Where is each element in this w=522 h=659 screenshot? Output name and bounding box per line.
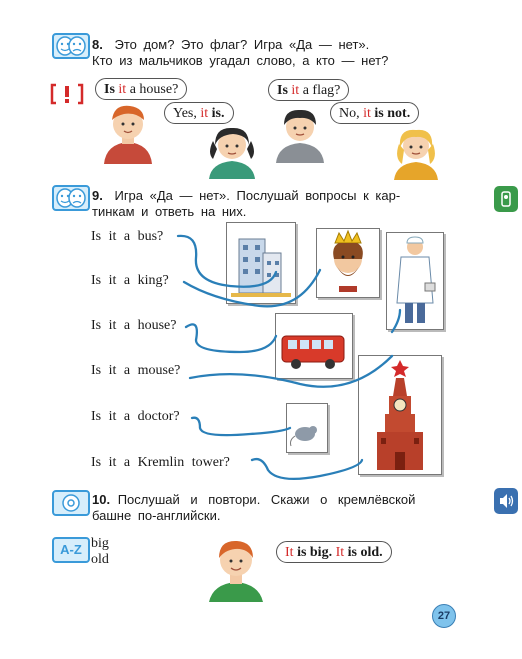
bubble-text: No, xyxy=(339,106,360,121)
exercise-8-text xyxy=(92,37,388,69)
bubble-text: Is xyxy=(104,82,115,97)
line-doctor xyxy=(192,418,290,435)
exercise-9-line2: тинкам и ответь на них. xyxy=(92,204,247,219)
bubble-text: a flag? xyxy=(302,83,341,98)
picture-card-king xyxy=(316,228,380,298)
exercise-10-number: 10. xyxy=(92,492,111,507)
bubble-highlight: It xyxy=(285,545,294,560)
picture-card-doctor xyxy=(386,232,444,330)
boy-dark-hair-illustration xyxy=(272,103,328,163)
bubble-text: is not. xyxy=(374,106,411,121)
exercise-10-line1: Послушай и повтори. Скажи о кремлёвской xyxy=(117,492,416,507)
bubble-highlight: it xyxy=(200,106,209,121)
speech-bubble-no-it-is-not xyxy=(330,102,419,124)
speech-bubble-is-it-a-flag xyxy=(268,79,349,101)
question-king: Is it a king? xyxy=(91,273,169,288)
vocab-word: old xyxy=(91,552,109,567)
bubble-highlight: it xyxy=(291,83,300,98)
masks-icon xyxy=(52,33,90,59)
picture-card-mouse xyxy=(286,403,328,453)
question-bus: Is it a bus? xyxy=(91,229,164,244)
exercise-10-line2: башне по-английски. xyxy=(92,508,221,523)
picture-card-kremlin-tower xyxy=(358,355,442,475)
speech-bubble-yes-it-is xyxy=(164,102,234,124)
line-kremlin xyxy=(252,459,362,479)
vocab-word: big xyxy=(91,536,109,551)
bubble-text: a house? xyxy=(129,82,179,97)
question-kremlin-tower: Is it a Kremlin tower? xyxy=(91,455,230,470)
bubble-text: Is xyxy=(277,83,288,98)
exercise-10-text xyxy=(92,492,415,524)
bubble-text: is. xyxy=(211,106,225,121)
line-house xyxy=(186,324,276,352)
bubble-highlight: it xyxy=(363,106,371,121)
picture-card-house xyxy=(226,222,296,304)
speaker-icon[interactable] xyxy=(494,488,518,514)
masks-icon xyxy=(52,185,90,211)
boy-redhead-illustration xyxy=(100,100,156,164)
girl-blonde-illustration xyxy=(388,124,444,180)
exercise-9-number: 9. xyxy=(92,188,103,203)
exercise-8-line1: Это дом? Это флаг? Игра «Да — нет». xyxy=(114,37,370,52)
picture-card-bus xyxy=(275,313,353,379)
exercise-9-line1: Игра «Да — нет». Послушай вопросы к кар- xyxy=(114,188,401,203)
dictionary-badge: A-Z xyxy=(52,537,90,563)
speech-bubble-it-is-big-it-is-old xyxy=(276,541,392,563)
exercise-8-number: 8. xyxy=(92,37,103,52)
question-doctor: Is it a doctor? xyxy=(91,409,180,424)
question-mouse: Is it a mouse? xyxy=(91,363,181,378)
speech-bubble-is-it-a-house xyxy=(95,78,187,100)
vocab-list xyxy=(91,536,109,568)
bubble-text: Yes, xyxy=(173,106,197,121)
bubble-text: is old. xyxy=(347,545,383,560)
page-number: 27 xyxy=(432,604,456,628)
boy-speaking-illustration xyxy=(205,536,267,602)
exercise-9-text xyxy=(92,188,400,220)
bubble-highlight: it xyxy=(118,82,127,97)
bubble-highlight: It xyxy=(335,545,345,560)
exercise-8-line2: Кто из мальчиков угадал слово, а кто — нет? xyxy=(92,53,389,68)
question-house: Is it a house? xyxy=(91,318,177,333)
touch-icon[interactable] xyxy=(494,186,518,212)
girl-dark-hair-illustration xyxy=(203,123,261,179)
cd-audio-icon xyxy=(52,490,90,516)
attention-icon xyxy=(50,83,84,105)
bubble-text: is big. xyxy=(297,545,333,560)
